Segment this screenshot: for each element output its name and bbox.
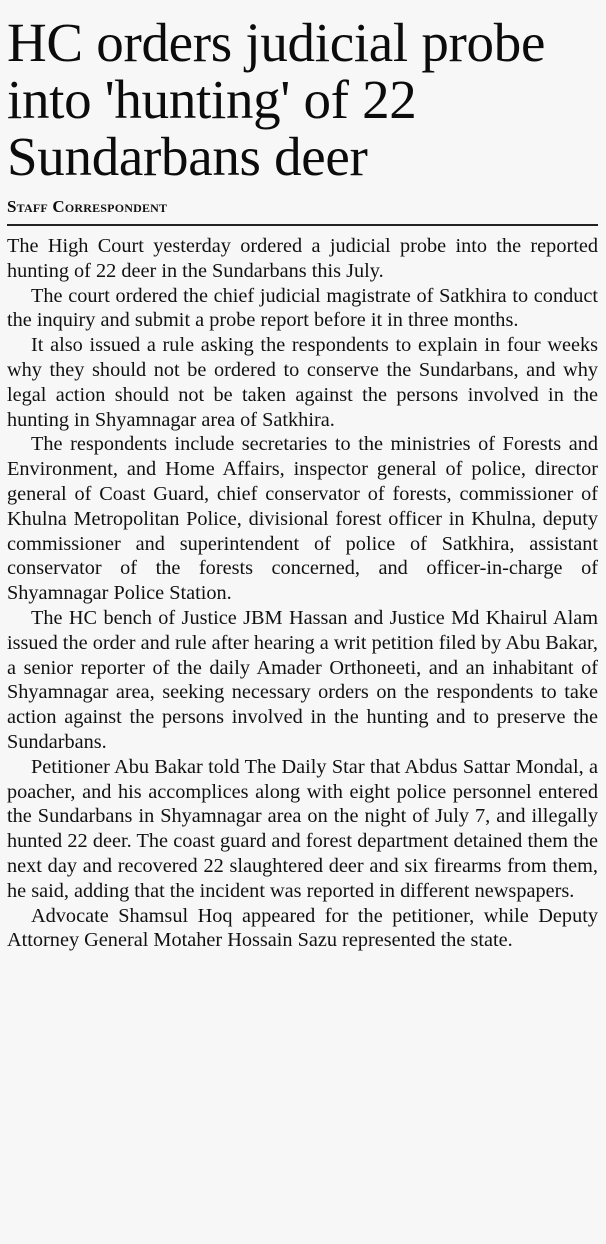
article-body	[7, 234, 598, 953]
paragraph: Advocate Shamsul Hoq appeared for the petitioner, while Deputy Attorney General Motaher Hossain Sazu represented the state.	[7, 904, 598, 952]
headline-line: into 'hunting' of 22	[7, 69, 417, 130]
paragraph: The respondents include secretaries to the ministries of Forests and Environment, and Home Affairs, inspector general of police, director general of Coast Guard, chief conservator of forests, commissioner of Khulna Metropolitan Police, divisional forest officer in Khulna, deputy commissioner and superintendent of police of Satkhira, assistant conservator of the forests concerned, and officer-in-charge of Shyamnagar Police Station.	[7, 433, 598, 605]
headline-line: Sundarbans deer	[7, 126, 368, 187]
paragraph: The High Court yesterday ordered a judicial probe into the reported hunting of 22 deer in the Sundarbans this July.	[7, 235, 598, 282]
paragraph: The HC bench of Justice JBM Hassan and Justice Md Khairul Alam issued the order and rule after hearing a writ petition filed by Abu Bakar, a senior reporter of the daily Amader Orthoneeti, and an inhabitant of Shyamnagar area, seeking necessary orders on the respondents to take action against the persons involved in the hunting and to preserve the Sundarbans.	[7, 606, 598, 753]
paragraph: Petitioner Abu Bakar told The Daily Star that Abdus Sattar Mondal, a poacher, and his accomplices along with eight police personnel entered the Sundarbans in Shyamnagar area on the night of July 7, and illegally hunted 22 deer. The coast guard and forest department detained them the next day and recovered 22 slaughtered deer and six firearms from them, he said, adding that the incident was reported in different newspapers.	[7, 755, 598, 902]
paragraph: It also issued a rule asking the respondents to explain in four weeks why they should not be ordered to conserve the Sundarbans, and why legal action should not be taken against the persons involved in the hunting in Shyamnagar area of Satkhira.	[7, 334, 598, 431]
paragraph: The court ordered the chief judicial magistrate of Satkhira to conduct the inquiry and submit a probe report before it in three months.	[7, 284, 598, 332]
byline: Staff Correspondent	[7, 197, 168, 216]
headline	[7, 14, 598, 185]
headline-line: HC orders judicial probe	[7, 12, 546, 73]
divider	[7, 224, 598, 226]
